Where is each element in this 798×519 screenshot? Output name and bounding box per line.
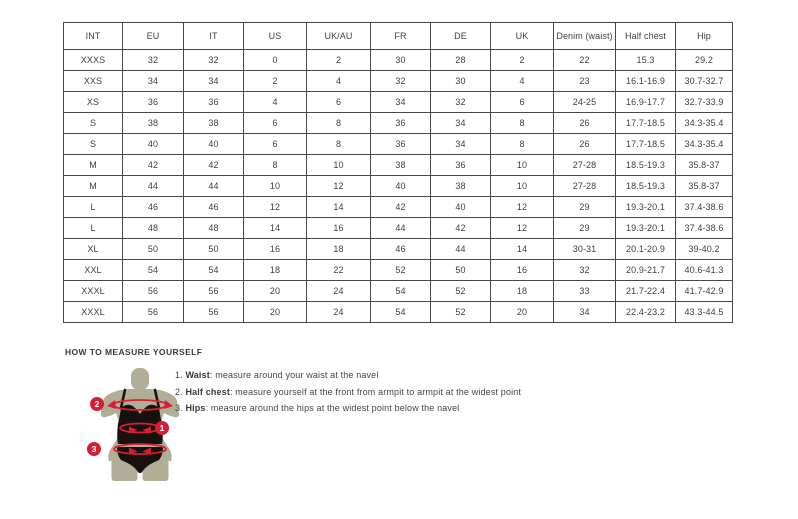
- size-cell: S: [64, 113, 123, 134]
- size-cell: 38: [184, 113, 244, 134]
- size-cell: 29: [554, 197, 616, 218]
- size-cell: 20: [244, 302, 307, 323]
- size-cell: 12: [491, 197, 554, 218]
- size-cell: 2: [244, 71, 307, 92]
- badge-hips: [87, 442, 101, 456]
- size-cell: 17.7-18.5: [616, 113, 676, 134]
- size-cell: 54: [371, 281, 431, 302]
- size-cell: 40: [123, 134, 184, 155]
- column-header-de: DE: [431, 23, 491, 50]
- size-cell: 43.3-44.5: [676, 302, 733, 323]
- size-cell: L: [64, 197, 123, 218]
- size-cell: 52: [431, 302, 491, 323]
- size-cell: 10: [244, 176, 307, 197]
- size-cell: 10: [491, 155, 554, 176]
- badge-waist-number: 1: [159, 423, 165, 433]
- size-cell: 4: [491, 71, 554, 92]
- size-row: [64, 71, 733, 92]
- size-cell: 20: [244, 281, 307, 302]
- size-cell: 16: [491, 260, 554, 281]
- size-cell: 42: [371, 197, 431, 218]
- size-cell: 16.9-17.7: [616, 92, 676, 113]
- size-cell: 6: [244, 134, 307, 155]
- column-header-hip: Hip: [676, 23, 733, 50]
- size-cell: 42: [123, 155, 184, 176]
- size-cell: 10: [307, 155, 371, 176]
- size-cell: 29.2: [676, 50, 733, 71]
- size-table-body: [64, 50, 733, 323]
- size-cell: 52: [431, 281, 491, 302]
- size-cell: 50: [123, 239, 184, 260]
- size-conversion-table: [63, 22, 733, 323]
- size-cell: 39-40.2: [676, 239, 733, 260]
- size-cell: XXXL: [64, 302, 123, 323]
- size-cell: 32: [123, 50, 184, 71]
- measure-item-label: Hips: [185, 403, 206, 413]
- measure-instructions: [175, 370, 595, 420]
- size-cell: 44: [431, 239, 491, 260]
- size-cell: 24: [307, 281, 371, 302]
- size-cell: 8: [244, 155, 307, 176]
- size-cell: M: [64, 176, 123, 197]
- size-cell: 36: [431, 155, 491, 176]
- size-cell: 16: [244, 239, 307, 260]
- measure-item: [175, 403, 595, 413]
- size-cell: 18.5-19.3: [616, 176, 676, 197]
- size-cell: 14: [491, 239, 554, 260]
- measure-item: [175, 370, 595, 380]
- size-cell: 27-28: [554, 176, 616, 197]
- size-cell: L: [64, 218, 123, 239]
- size-cell: XXL: [64, 260, 123, 281]
- size-cell: 18: [491, 281, 554, 302]
- size-cell: 37.4-38.6: [676, 218, 733, 239]
- size-cell: 44: [184, 176, 244, 197]
- size-row: [64, 134, 733, 155]
- size-cell: 56: [123, 302, 184, 323]
- size-cell: 29: [554, 218, 616, 239]
- size-cell: 38: [431, 176, 491, 197]
- size-row: [64, 113, 733, 134]
- column-header-half-chest: Half chest: [616, 23, 676, 50]
- size-row: [64, 218, 733, 239]
- size-cell: 56: [123, 281, 184, 302]
- measure-item-number: 1.: [175, 370, 186, 380]
- size-cell: 8: [491, 134, 554, 155]
- size-cell: 32: [554, 260, 616, 281]
- measure-item-number: 2.: [175, 386, 186, 397]
- size-cell: XXXL: [64, 281, 123, 302]
- badge-half-chest: [90, 397, 104, 411]
- size-cell: 17.7-18.5: [616, 134, 676, 155]
- size-cell: 4: [307, 71, 371, 92]
- size-cell: 30.7-32.7: [676, 71, 733, 92]
- size-cell: 20: [491, 302, 554, 323]
- size-cell: 34: [431, 134, 491, 155]
- size-cell: 23: [554, 71, 616, 92]
- size-cell: XL: [64, 239, 123, 260]
- size-row: [64, 260, 733, 281]
- size-cell: 46: [371, 239, 431, 260]
- size-cell: 12: [307, 176, 371, 197]
- size-cell: 32.7-33.9: [676, 92, 733, 113]
- size-cell: 20.9-21.7: [616, 260, 676, 281]
- size-row: [64, 302, 733, 323]
- size-cell: S: [64, 134, 123, 155]
- size-cell: 40: [431, 197, 491, 218]
- size-cell: 34.3-35.4: [676, 113, 733, 134]
- size-cell: 26: [554, 134, 616, 155]
- size-cell: 35.8-37: [676, 155, 733, 176]
- size-cell: 36: [371, 134, 431, 155]
- size-cell: 8: [491, 113, 554, 134]
- size-cell: 22: [554, 50, 616, 71]
- size-cell: 21.7-22.4: [616, 281, 676, 302]
- size-cell: 48: [184, 218, 244, 239]
- size-cell: 15.3: [616, 50, 676, 71]
- column-header-us: US: [244, 23, 307, 50]
- size-cell: 14: [307, 197, 371, 218]
- measure-item-text: : measure around the hips at the widest point below the navel: [205, 403, 460, 413]
- size-row: [64, 176, 733, 197]
- column-header-fr: FR: [371, 23, 431, 50]
- size-cell: 20.1-20.9: [616, 239, 676, 260]
- size-cell: 32: [371, 71, 431, 92]
- size-cell: 32: [431, 92, 491, 113]
- size-cell: 19.3-20.1: [616, 218, 676, 239]
- size-cell: 42: [184, 155, 244, 176]
- size-cell: 40: [371, 176, 431, 197]
- measure-item-text: : measure yourself at the front from armpit to armpit at the widest point: [229, 386, 522, 397]
- size-cell: 24: [307, 302, 371, 323]
- size-cell: 38: [371, 155, 431, 176]
- size-cell: 4: [244, 92, 307, 113]
- size-cell: 30-31: [554, 239, 616, 260]
- size-cell: 54: [123, 260, 184, 281]
- size-cell: 6: [491, 92, 554, 113]
- size-cell: 35.8-37: [676, 176, 733, 197]
- size-cell: 46: [123, 197, 184, 218]
- size-cell: 44: [371, 218, 431, 239]
- size-cell: 42: [431, 218, 491, 239]
- badge-waist: [155, 421, 169, 435]
- size-cell: 36: [184, 92, 244, 113]
- size-cell: 56: [184, 302, 244, 323]
- size-cell: 8: [307, 113, 371, 134]
- size-cell: 0: [244, 50, 307, 71]
- column-header-uk: UK: [491, 23, 554, 50]
- size-cell: 6: [244, 113, 307, 134]
- size-row: [64, 92, 733, 113]
- measure-item-label: Half chest: [185, 386, 230, 397]
- size-cell: 26: [554, 113, 616, 134]
- column-header-it: IT: [184, 23, 244, 50]
- size-cell: 2: [491, 50, 554, 71]
- size-cell: 33: [554, 281, 616, 302]
- size-cell: 56: [184, 281, 244, 302]
- size-cell: 40: [184, 134, 244, 155]
- size-cell: 34: [123, 71, 184, 92]
- size-cell: 14: [244, 218, 307, 239]
- size-cell: 34: [184, 71, 244, 92]
- measure-item-number: 3.: [175, 403, 186, 413]
- size-cell: 32: [184, 50, 244, 71]
- size-cell: 38: [123, 113, 184, 134]
- size-cell: 24-25: [554, 92, 616, 113]
- column-header-uk-au: UK/AU: [307, 23, 371, 50]
- size-cell: 19.3-20.1: [616, 197, 676, 218]
- size-cell: 34: [371, 92, 431, 113]
- size-cell: 37.4-38.6: [676, 197, 733, 218]
- measure-item-text: : measure around your waist at the navel: [209, 370, 379, 380]
- column-header-int: INT: [64, 23, 123, 50]
- size-cell: 18: [307, 239, 371, 260]
- size-row: [64, 197, 733, 218]
- size-cell: 22: [307, 260, 371, 281]
- size-row: [64, 281, 733, 302]
- size-cell: 18: [244, 260, 307, 281]
- size-cell: 16.1-16.9: [616, 71, 676, 92]
- badge-hips-number: 3: [91, 444, 97, 454]
- column-header-denim-waist-: Denim (waist): [554, 23, 616, 50]
- size-cell: 40.6-41.3: [676, 260, 733, 281]
- size-cell: 48: [123, 218, 184, 239]
- size-cell: 30: [371, 50, 431, 71]
- size-cell: 44: [123, 176, 184, 197]
- size-row: [64, 155, 733, 176]
- size-cell: 34.3-35.4: [676, 134, 733, 155]
- badge-half-chest-number: 2: [94, 399, 100, 409]
- size-table-header-row: [64, 23, 733, 50]
- size-cell: 34: [431, 113, 491, 134]
- size-row: [64, 239, 733, 260]
- size-cell: 28: [431, 50, 491, 71]
- measure-section-title: HOW TO MEASURE YOURSELF: [65, 347, 203, 357]
- size-cell: 36: [123, 92, 184, 113]
- size-cell: 12: [244, 197, 307, 218]
- size-cell: 52: [371, 260, 431, 281]
- size-cell: 16: [307, 218, 371, 239]
- size-cell: 46: [184, 197, 244, 218]
- size-cell: 12: [491, 218, 554, 239]
- size-cell: 22.4-23.2: [616, 302, 676, 323]
- size-cell: 6: [307, 92, 371, 113]
- size-cell: XS: [64, 92, 123, 113]
- column-header-eu: EU: [123, 23, 184, 50]
- size-cell: 50: [184, 239, 244, 260]
- size-cell: 8: [307, 134, 371, 155]
- size-cell: 50: [431, 260, 491, 281]
- size-row: [64, 50, 733, 71]
- measure-item: [175, 387, 595, 397]
- size-cell: XXXS: [64, 50, 123, 71]
- size-cell: 18.5-19.3: [616, 155, 676, 176]
- size-cell: 54: [371, 302, 431, 323]
- size-cell: 36: [371, 113, 431, 134]
- size-cell: 34: [554, 302, 616, 323]
- measure-item-label: Waist: [185, 370, 210, 380]
- size-cell: XXS: [64, 71, 123, 92]
- size-cell: M: [64, 155, 123, 176]
- size-cell: 27-28: [554, 155, 616, 176]
- size-cell: 54: [184, 260, 244, 281]
- size-cell: 41.7-42.9: [676, 281, 733, 302]
- size-cell: 10: [491, 176, 554, 197]
- size-cell: 2: [307, 50, 371, 71]
- size-cell: 30: [431, 71, 491, 92]
